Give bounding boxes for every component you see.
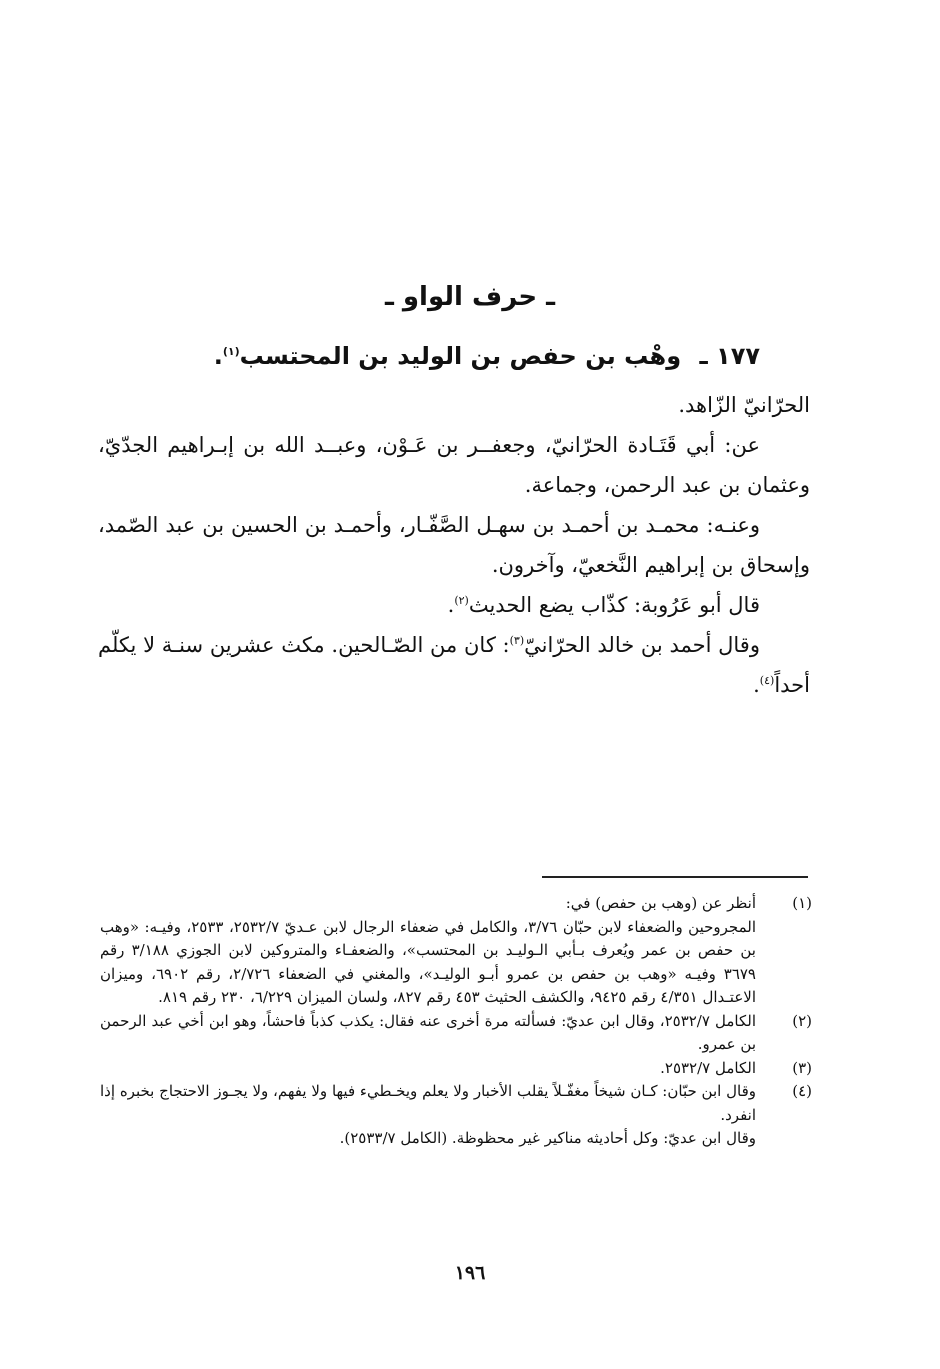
- page-number: ١٩٦: [454, 1262, 486, 1284]
- abu-aruba-text: قال أبو عَرُوبة: كذّاب يضع الحديث: [468, 593, 760, 617]
- footnote-number: (٤): [792, 1082, 812, 1100]
- footnote-ref-2[interactable]: (٢): [454, 594, 469, 607]
- footnote-ref-1[interactable]: (١): [222, 345, 240, 358]
- footnote-3: [100, 1057, 812, 1081]
- footnote-line: وقال ابن حبّان: كـان شيخاً مغفّـلاً يقلب الأخبار ولا يعلم ويخـطيء فيها ولا يفهم، ولا يجـوز الاحتجاج بخبره إذا انفرد.: [100, 1082, 756, 1124]
- footnote-ref-4[interactable]: (٤): [759, 674, 775, 687]
- footnotes: [100, 892, 812, 1151]
- entry-body: [98, 385, 810, 705]
- narrators-from-him-paragraph: وعنـه: محمـد بن أحمـد بن سهـل الصَّفّـار، وأحمـد بن الحسين بن عبد الصّمد، وإسحاق بن إبراهيم النَّخعيّ، وآخرون.: [98, 513, 810, 577]
- entry-number: ١٧٧ ـ: [699, 342, 760, 370]
- footnote-2: [100, 1010, 812, 1057]
- entry-title: [120, 336, 760, 376]
- narrated-from-paragraph: عن: أبي قَتَـادة الحرّانيّ، وجعفــر بن عَـوْن، وعبــد الله بن إبـراهيم الجدّيّ، وعثمان بن عبد الرحمن، وجماعة.: [98, 433, 810, 497]
- footnote-line: وقال ابن عديّ: وكل أحاديثه مناكير غير محظوظة. (الكامل ٢٥٣٣/٧).: [339, 1129, 756, 1147]
- ahmad-text-b: : كان من الصّـالحين. مكث عشرين سنـة لا يكلّم أحداً: [98, 633, 810, 697]
- section-heading: ـ حرف الواو ـ: [384, 282, 556, 312]
- ahmad-statement: [98, 625, 810, 705]
- sentence-end: .: [447, 593, 455, 617]
- entry-name: وهْب بن حفص بن الوليد بن المحتسب: [239, 342, 682, 370]
- footnote-4: [100, 1080, 812, 1151]
- footnote-1: [100, 892, 812, 1010]
- abu-aruba-statement: [98, 585, 810, 625]
- sentence-end: .: [753, 673, 760, 697]
- entry-end: .: [213, 342, 223, 370]
- footnote-line: المجروحين والضعفاء لابن حبّان ٣/٧٦، والكامل في ضعفاء الرجال لابن عـديّ ٢٥٣٢/٧، ٢٥٣٣، وفيـه: «وهب بن حفص بن عمر ويُعرف بـأبي الـوليـد بن المحتسب»، والضعفـاء والمتروكين لابن الجوزي ٣/١٨٨ رقم ٣٦٧٩ وفيـه «وهب بن حفص بن عمرو أبـو الوليـد»، والمغني في الضعفاء ٢/٧٢٦، رقم ٦٩٠٢، وميزان الاعتـدال ٤/٣٥١ رقم ٩٤٢٥، والكشف الحثيث ٤٥٣ رقم ٨٢٧، ولسان الميزان ٦/٢٢٩، ٢٣٠ رقم ٨١٩.: [100, 917, 757, 1006]
- footnote-number: (٢): [792, 1011, 812, 1030]
- footnote-ref-3[interactable]: (٣): [509, 634, 525, 647]
- ahmad-text-a: وقال أحمد بن خالد الحرّانيّ: [524, 633, 760, 657]
- footnote-divider: [542, 876, 808, 878]
- footnote-line: الكامل ٢٥٣٢/٧، وقال ابن عديّ: فسألته مرة أخرى عنه فقال: يكذب كذباً فاحشاً، وهو ابن أخي عبد الرحمن بن عمرو.: [100, 1011, 756, 1053]
- entry-nisba: الحرّانيّ الزّاهد.: [678, 393, 810, 417]
- footnote-line: الكامل ٢٥٣٢/٧.: [660, 1058, 756, 1077]
- footnote-number: (٣): [792, 1058, 812, 1077]
- footnote-line: أنظر عن (وهب بن حفص) في:: [565, 894, 756, 912]
- footnote-number: (١): [792, 894, 812, 912]
